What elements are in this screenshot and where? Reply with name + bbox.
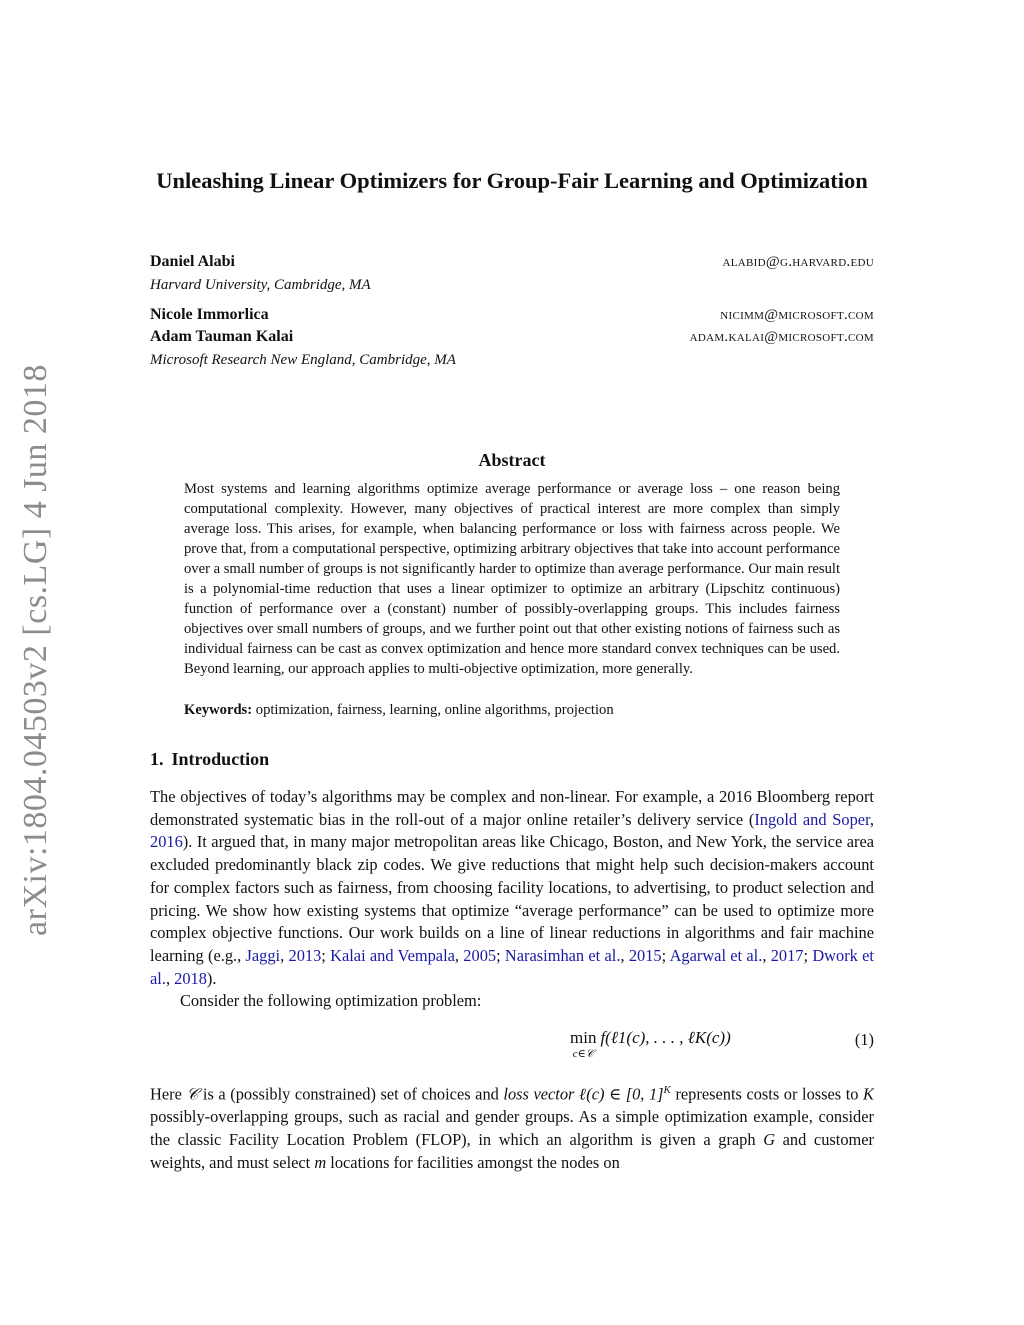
equation-body xyxy=(570,1028,731,1060)
author-affiliation: Microsoft Research New England, Cambridge, MA xyxy=(150,352,456,368)
author-name: Daniel Alabi xyxy=(150,253,235,270)
arxiv-identifier-text: arXiv:1804.04503v2 [cs.LG] 4 Jun 2018 xyxy=(17,364,55,936)
citation-link[interactable]: Jaggi xyxy=(245,945,281,965)
citation-link[interactable]: 2005 xyxy=(463,945,497,965)
author-name: Nicole Immorlica xyxy=(150,306,269,323)
equation-expression: f(ℓ1(c), . . . , ℓK(c)) xyxy=(600,1028,731,1047)
arxiv-identifier xyxy=(6,364,66,936)
citation-link[interactable]: 2016 xyxy=(150,832,183,852)
equation-number: (1) xyxy=(854,1030,874,1049)
author-email[interactable]: nicimm@microsoft.com xyxy=(720,307,874,323)
intro-paragraph-3: Here 𝒞 is a (possibly constrained) set of choices and loss vector ℓ(c) ∈ [0, 1]$^K$ represents costs or losses to K possibly-overlapping groups, such as racial and gender groups. As a simple optimization example, consider the classic Facility Location Problem (FLOP), in which an algorithm is given a graph G and customer weights, and must select m locations for facilities amongst the nodes on xyxy=(150,1084,874,1172)
author-block xyxy=(150,253,874,373)
author-affiliation: Harvard University, Cambridge, MA xyxy=(150,277,371,293)
citation-link[interactable]: 2015 xyxy=(628,945,662,965)
equation-1 xyxy=(150,1028,874,1068)
paper-title: Unleashing Linear Optimizers for Group-Fair Learning and Optimization xyxy=(156,168,868,193)
citation-link[interactable]: Ingold and Soper xyxy=(754,809,870,829)
author-row xyxy=(150,328,874,350)
author-name: Adam Tauman Kalai xyxy=(150,328,294,345)
keywords-list: optimization, fairness, learning, online algorithms, projection xyxy=(255,702,614,718)
intro-paragraph-1: The objectives of today’s algorithms may be complex and non-linear. For example, a 2016 Bloomberg report demonstrated systematic bias in the roll-out of a major online retailer’s delivery service (Ingold and Soper, 2016). It argued that, in many major metropolitan areas like Chicago, Boston, and New York, the service area excluded predominantly black zip codes. We give reductions that might help such decision-makers account for complex factors such as fairness, from choosing facility locations, to advertising, to product selection and pricing. We show how existing systems that optimize “average performance” can be used to optimize more complex objective functions. Our work builds on a line of linear reductions in algorithms and fair machine learning (e.g., Jaggi, 2013; Kalai and Vempala, 2005; Narasimhan et al., 2015; Agarwal et al., 2017; Dwork et al., 2018). xyxy=(150,787,874,988)
author-email[interactable]: alabid@g.harvard.edu xyxy=(722,254,874,270)
keywords xyxy=(184,700,840,720)
section-title: Introduction xyxy=(171,749,270,769)
citation-link[interactable]: 2013 xyxy=(288,945,322,965)
author-row xyxy=(150,253,874,275)
section-heading xyxy=(150,749,269,770)
author-row xyxy=(150,306,874,328)
citation-link[interactable]: 2017 xyxy=(770,945,804,965)
section-number: 1. xyxy=(150,749,164,769)
citation-link[interactable]: Agarwal et al. xyxy=(669,945,763,965)
abstract-heading: Abstract xyxy=(478,450,546,470)
equation-operator: min c∈𝒞 xyxy=(570,1028,597,1060)
intro-paragraph-2: Consider the following optimization problem: xyxy=(180,991,482,1010)
citation-link[interactable]: Kalai and Vempala xyxy=(330,945,455,965)
abstract-text: Most systems and learning algorithms optimize average performance or average loss – one reason being computational complexity. However, many objectives of practical interest are more complex than simply average loss. This arises, for example, when balancing performance or loss with fairness across people. We prove that, from a computational perspective, optimizing arbitrary objectives that take into account performance over a small number of groups is not significantly harder to optimize than average performance. Our main result is a polynomial-time reduction that uses a linear optimizer to optimize an arbitrary (Lipschitz continuous) function of performance over a (constant) number of possibly-overlapping groups. This includes fairness objectives over small numbers of groups, and we further point out that other existing notions of fairness such as individual fairness can be cast as convex optimization and hence more standard convex techniques can be used. Beyond learning, our approach applies to multi-objective optimization, more generally. xyxy=(184,481,840,677)
author-email[interactable]: adam.kalai@microsoft.com xyxy=(689,329,874,345)
citation-link[interactable]: Dwork et al. xyxy=(150,945,874,988)
citation-link[interactable]: Narasimhan et al. xyxy=(504,945,621,965)
citation-link[interactable]: 2018 xyxy=(174,968,207,988)
keywords-label: Keywords: xyxy=(184,702,253,718)
